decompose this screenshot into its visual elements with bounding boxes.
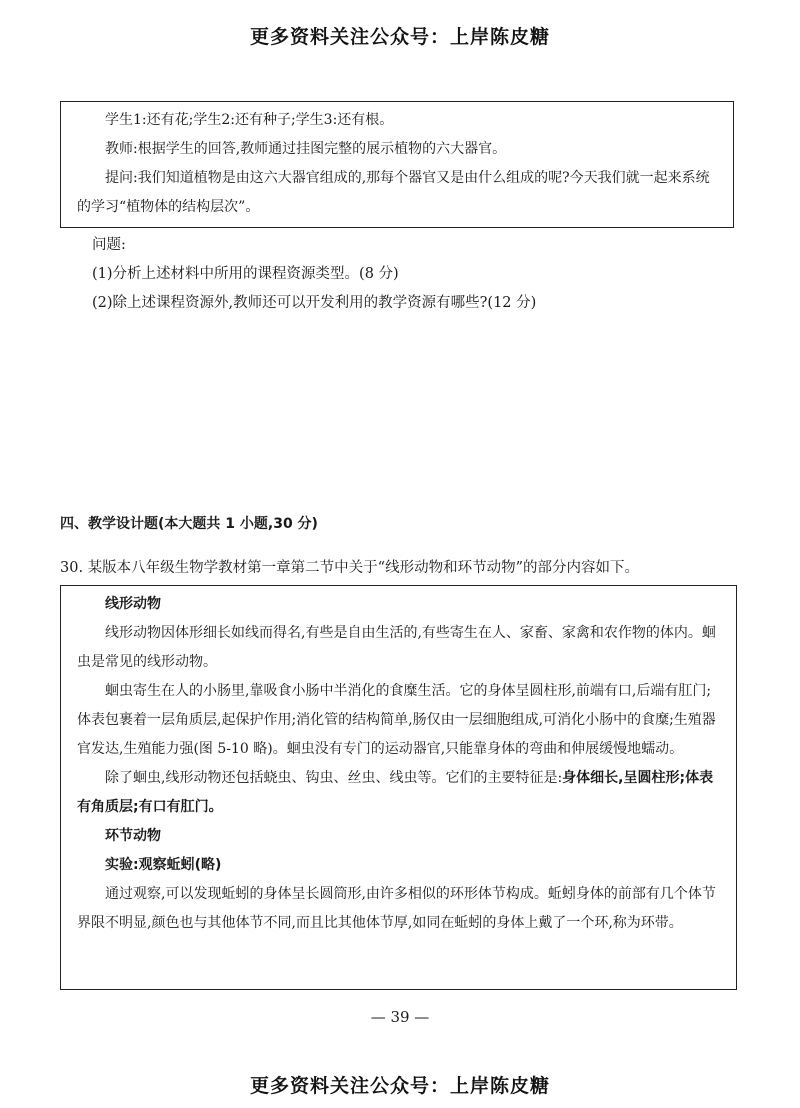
question-30: 30. 某版本八年级生物学教材第一章第二节中关于“线形动物和环节动物”的部分内容如下。 <box>60 560 639 576</box>
material-line: 提问:我们知道植物是由这六大器官组成的,那每个器官又是由什么组成的呢?今天我们就一起来系统的学习“植物体的结构层次”。 <box>77 170 710 215</box>
page-number: — 39 — <box>370 1008 430 1026</box>
paragraph: 通过观察,可以发现蚯蚓的身体呈长圆筒形,由许多相似的环形体节构成。蚯蚓身体的前部有几个体节界限不明显,颜色也与其他体节不同,而且比其他体节厚,如同在蚯蚓的身体上戴了一个环,称为环带。 <box>77 886 716 931</box>
questions-label: 问题: <box>92 237 126 253</box>
watermark-bottom: 更多资料关注公众号：上岸陈皮糖 <box>249 1075 550 1097</box>
material-line: 教师:根据学生的回答,教师通过挂图完整的展示植物的六大器官。 <box>105 141 507 157</box>
key-features: 身体细长,呈圆柱形;体表有角质层;有口有肛门。 <box>77 770 714 815</box>
paragraph: 线形动物因体形细长如线而得名,有些是自由生活的,有些寄生在人、家畜、家禽和农作物的体内。蛔虫是常见的线形动物。 <box>77 625 716 670</box>
heading-nematodes: 线形动物 <box>105 596 161 612</box>
heading-experiment: 实验:观察蚯蚓(略) <box>105 857 222 873</box>
section-title: 四、教学设计题(本大题共 1 小题,30 分) <box>60 516 318 532</box>
paragraph <box>77 764 724 822</box>
paragraph-text: 除了蛔虫,线形动物还包括蛲虫、钩虫、丝虫、线虫等。它们的主要特征是: <box>105 770 563 786</box>
paragraph: 蛔虫寄生在人的小肠里,靠吸食小肠中半消化的食糜生活。它的身体呈圆柱形,前端有口,后端有肛门;体表包裹着一层角质层,起保护作用;消化管的结构简单,肠仅由一层细胞组成,可消化小肠中的食糜;生殖器官发达,生殖能力强(图 5-10 略)。蛔虫没有专门的运动器官,只能靠身体的弯曲和伸展缓慢地蠕动。 <box>77 683 716 757</box>
watermark-top: 更多资料关注公众号：上岸陈皮糖 <box>249 26 550 48</box>
question-2: (2)除上述课程资源外,教师还可以开发利用的教学资源有哪些?(12 分) <box>92 295 537 311</box>
questions-block <box>92 232 752 319</box>
material-box <box>60 101 734 228</box>
question-1: (1)分析上述材料中所用的课程资源类型。(8 分) <box>92 266 399 282</box>
heading-annelids: 环节动物 <box>105 828 161 844</box>
textbook-excerpt-box <box>60 585 737 990</box>
material-line: 学生1:还有花;学生2:还有种子;学生3:还有根。 <box>105 112 394 128</box>
